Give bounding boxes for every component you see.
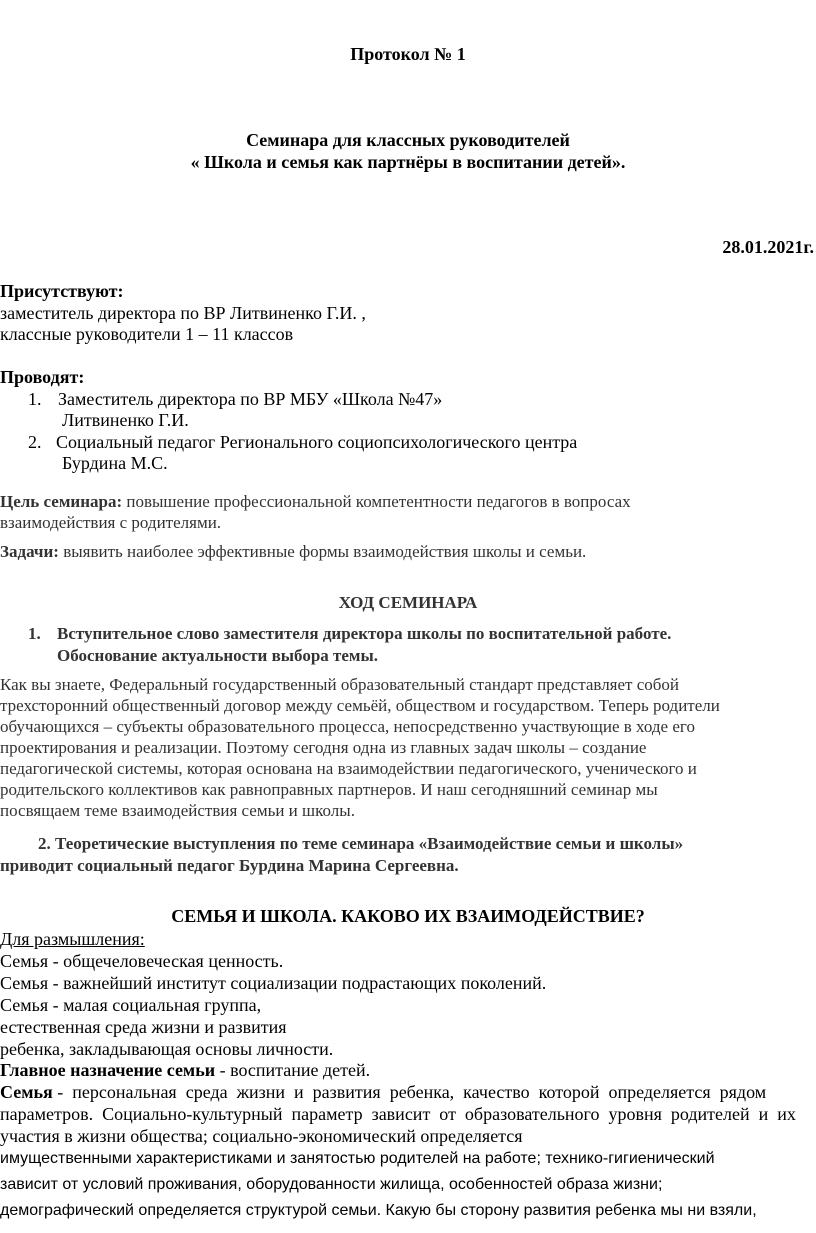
definition-label: Семья: [0, 1082, 53, 1102]
family-line: Семья - общечеловеческая ценность.: [0, 951, 284, 971]
family-line: Семья - важнейший институт социализации подрастающих поколений.: [0, 973, 547, 993]
host-line: Социальный педагог Регионального социопсихологического центра: [56, 432, 578, 452]
course-item2-line1: 2. Теоретические выступления по теме семинара «Взаимодействие семьи и школы»: [38, 834, 684, 853]
definition-line2: параметров. Социально-культурный параметр зависит от образовательного уровня родителей и их: [0, 1104, 796, 1124]
present-line: заместитель директора по ВР Литвиненко Г.И. ,: [0, 303, 366, 323]
family-line: ребенка, закладывающая основы личности.: [0, 1039, 334, 1059]
intro-paragraph-line: проектирования и реализации. Поэтому сегодня одна из главных задач школы – создание: [0, 738, 647, 757]
intro-paragraph-line: педагогической системы, которая основана на взаимодействии педагогического, ученического и: [0, 759, 697, 778]
intro-paragraph-line: обучающихся – субъекты образовательного процесса, непосредственно участвующие в ходе его: [0, 717, 695, 736]
intro-paragraph-line: родительского коллективов как равноправных партнеров. И наш сегодняшний семинар мы: [0, 780, 658, 799]
host-name: Литвиненко Г.И.: [62, 410, 189, 430]
family-heading: СЕМЬЯ И ШКОЛА. КАКОВО ИХ ВЗАИМОДЕЙСТВИЕ?: [171, 906, 645, 926]
date: 28.01.2021г.: [722, 237, 814, 257]
intro-paragraph-line: Как вы знаете, Федеральный государственный образовательный стандарт представляет собой: [0, 675, 680, 694]
host-number: 2.: [28, 432, 42, 452]
hosts-heading: Проводят:: [0, 367, 85, 387]
purpose-label: Главное назначение семьи: [0, 1060, 216, 1080]
seminar-title-line1: Семинара для классных руководителей: [246, 130, 570, 150]
definition-text: - персональная среда жизни и развития ребенка, качество которой определяется рядом: [52, 1082, 767, 1102]
present-line: классные руководители 1 – 11 классов: [0, 324, 294, 344]
tasks-text: выявить наиболее эффективные формы взаимодействия школы и семьи.: [58, 542, 587, 561]
intro-paragraph-line: трехсторонний общественный договор между семьёй, обществом и государством. Теперь родители: [0, 696, 720, 715]
definition-line4: имущественными характеристиками и занятостью родителей на работе; технико-гигиенический: [0, 1150, 715, 1167]
goal-label: Цель семинара:: [0, 492, 123, 511]
present-heading: Присутствуют:: [0, 281, 124, 301]
course-item1-number: 1.: [28, 624, 41, 643]
protocol-title: Протокол № 1: [350, 44, 466, 64]
reflect-label: Для размышления:: [0, 929, 145, 949]
goal-line2: взаимодействия с родителями.: [0, 513, 222, 532]
family-line: Семья - малая социальная группа,: [0, 995, 262, 1015]
course-item1-line2: Обоснование актуальности выбора темы.: [57, 646, 379, 665]
course-item1-line1: Вступительное слово заместителя директора школы по воспитательной работе.: [57, 624, 672, 643]
goal-line1: [0, 492, 631, 512]
host-number: 1.: [28, 389, 42, 409]
definition-line1: [0, 1082, 814, 1103]
definition-line5: зависит от условий проживания, оборудованности жилища, особенностей образа жизни;: [0, 1176, 663, 1193]
seminar-title-line2: « Школа и семья как партнёры в воспитании детей».: [190, 152, 626, 172]
purpose-line: [0, 1060, 370, 1081]
course-heading: ХОД СЕМИНАРА: [338, 593, 478, 612]
host-name: Бурдина М.С.: [62, 453, 168, 473]
family-line: естественная среда жизни и развития: [0, 1017, 287, 1037]
definition-line3: участия в жизни общества; социально-экономический определяется: [0, 1126, 523, 1146]
intro-paragraph-line: посвящаем теме взаимодействия семьи и школы.: [0, 801, 355, 820]
course-item2-line2: приводит социальный педагог Бурдина Марина Сергеевна.: [0, 856, 459, 875]
goal-text: повышение профессиональной компетентности педагогов в вопросах: [122, 492, 631, 511]
tasks-label: Задачи:: [0, 542, 59, 561]
definition-line6: демографический определяется структурой семьи. Какую бы сторону развития ребенка мы ни взяли,: [0, 1202, 757, 1219]
purpose-text: - воспитание детей.: [215, 1060, 371, 1080]
host-line: Заместитель директора по ВР МБУ «Школа №47»: [58, 389, 443, 409]
tasks-line: [0, 542, 586, 562]
